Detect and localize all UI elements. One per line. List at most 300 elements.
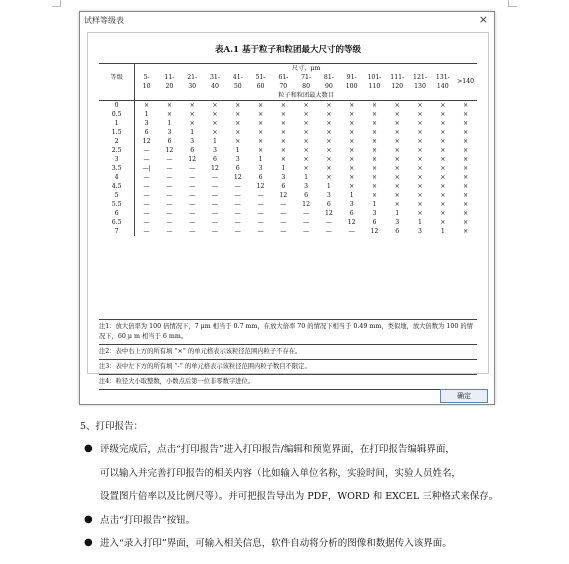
count-cell: × xyxy=(371,138,378,145)
count-cell: × xyxy=(440,156,446,163)
count-cell: 12 xyxy=(165,147,174,154)
table-title: 表A.1 基于粒子和粒团最大尺寸的等级 xyxy=(215,45,361,55)
count-cell: × xyxy=(371,192,378,199)
count-cell: × xyxy=(454,101,477,111)
count-cell: — xyxy=(166,228,173,235)
range-start-label: 101- xyxy=(367,73,382,81)
range-start-label: 71- xyxy=(301,73,312,81)
count-cell: 1 xyxy=(326,183,331,190)
count-cell: — xyxy=(143,201,150,208)
count-cell: × xyxy=(340,101,363,111)
range-end-label: 130 xyxy=(414,82,426,90)
count-cell: — xyxy=(166,201,173,208)
count-cell: 6 xyxy=(395,228,400,235)
grade-value: 6.5 xyxy=(99,218,135,227)
count-cell: × xyxy=(349,111,355,118)
count-cell: × xyxy=(349,174,355,181)
count-cell: × xyxy=(349,120,355,127)
count-cell: × xyxy=(462,165,469,172)
count-cell: × xyxy=(462,156,469,163)
count-cell: — xyxy=(303,219,310,226)
table-row xyxy=(99,200,477,209)
count-cell: × xyxy=(417,147,423,154)
count-cell: × xyxy=(257,129,264,136)
count-cell: × xyxy=(349,129,355,136)
count-cell: × xyxy=(371,111,378,118)
count-cell: — xyxy=(211,219,219,226)
count-cell: — xyxy=(234,183,241,190)
count-cell: × xyxy=(235,129,241,136)
grade-value: 3 xyxy=(99,155,135,164)
count-cell: × xyxy=(204,101,227,111)
count-cell: 3 xyxy=(213,147,217,154)
doc-line-4: 点击“打印报告”按钮。 xyxy=(100,515,196,526)
count-header: 粒子和粒团最大数目 xyxy=(278,91,334,99)
count-cell: — xyxy=(234,219,241,226)
range-end-label: 110 xyxy=(368,82,381,90)
count-cell: × xyxy=(440,129,446,136)
count-cell: × xyxy=(257,120,264,127)
count-cell: × xyxy=(303,138,309,145)
count-cell: — xyxy=(234,192,241,199)
grade-value: 1 xyxy=(99,119,135,128)
table-row xyxy=(99,182,477,191)
count-cell: × xyxy=(303,120,309,127)
corner-mark-left xyxy=(52,0,61,7)
range-start-label: 121- xyxy=(413,73,427,81)
count-cell: 6 xyxy=(349,210,354,217)
doc-line-2: 可以输入并完善打印报告的相关内容（比如输入单位名称，实验时间，实验人员姓名， xyxy=(100,468,462,479)
range-end-label: 50 xyxy=(233,82,242,90)
count-cell: 12 xyxy=(188,156,197,163)
count-cell: 1 xyxy=(395,210,400,217)
range-end-label: 90 xyxy=(324,82,333,90)
count-cell: × xyxy=(326,111,332,118)
count-cell: — xyxy=(211,210,219,217)
range-start-label: 21- xyxy=(187,73,198,81)
count-cell: × xyxy=(363,101,386,111)
count-cell: × xyxy=(394,201,400,208)
count-cell: — xyxy=(257,228,264,235)
count-cell: × xyxy=(349,147,355,154)
count-cell: × xyxy=(417,201,423,208)
count-cell: 1 xyxy=(213,138,217,145)
count-cell: × xyxy=(272,101,295,111)
count-cell: — xyxy=(257,219,264,226)
count-cell: 12 xyxy=(302,201,311,208)
count-cell: × xyxy=(417,129,423,136)
count-cell: × xyxy=(462,111,469,118)
count-cell: × xyxy=(394,129,400,136)
count-cell: × xyxy=(326,138,332,145)
range-end-label: 10 xyxy=(142,82,151,90)
count-cell: × xyxy=(462,147,469,154)
count-cell: × xyxy=(303,147,309,154)
count-cell: × xyxy=(303,129,309,136)
count-cell: 6 xyxy=(258,174,263,181)
table-row xyxy=(99,173,477,182)
count-cell: × xyxy=(440,192,446,199)
count-cell: × xyxy=(135,101,158,111)
count-cell: × xyxy=(440,147,446,154)
table-row xyxy=(99,101,477,111)
grade-value: 2 xyxy=(99,137,135,146)
range-start-label: 31- xyxy=(209,73,220,81)
count-cell: — xyxy=(143,210,150,217)
count-cell: × xyxy=(394,165,400,172)
count-cell: — xyxy=(303,228,310,235)
dialog-content xyxy=(87,32,489,385)
count-cell: × xyxy=(394,120,400,127)
range-end-label: 30 xyxy=(188,82,197,90)
count-cell: × xyxy=(371,147,378,154)
count-cell: 12 xyxy=(256,183,265,190)
count-cell: × xyxy=(462,219,469,226)
close-icon[interactable]: × xyxy=(478,13,488,26)
note-2: 注2：表中右上方的所有填 “×” 的单元格表示该粒径范围内粒子不存在。 xyxy=(99,345,477,360)
count-cell: × xyxy=(462,174,469,181)
ok-button[interactable]: 确定 xyxy=(440,389,488,403)
count-cell: × xyxy=(326,156,332,163)
count-cell: × xyxy=(189,111,195,118)
count-cell: × xyxy=(417,120,423,127)
table-row xyxy=(99,137,477,146)
count-cell: × xyxy=(280,138,286,145)
count-cell: 6 xyxy=(190,147,195,154)
count-cell: × xyxy=(249,101,272,111)
count-cell: × xyxy=(386,101,409,111)
count-cell: — xyxy=(166,210,173,217)
count-cell: × xyxy=(394,156,400,163)
range-start-label: 91- xyxy=(346,73,357,81)
range-start-label: 111- xyxy=(390,73,405,81)
count-cell: 6 xyxy=(213,156,217,163)
grade-value: 4.5 xyxy=(99,182,135,191)
range-end-label: 70 xyxy=(279,82,288,90)
count-cell: × xyxy=(394,183,400,190)
count-cell: — xyxy=(143,219,150,226)
table-row xyxy=(99,164,477,173)
count-cell: 6 xyxy=(326,201,331,208)
count-cell: × xyxy=(371,156,378,163)
count-cell: × xyxy=(440,165,446,172)
table-row xyxy=(99,119,477,128)
count-cell: 1 xyxy=(418,219,422,226)
count-cell: 3 xyxy=(281,174,286,181)
count-cell: × xyxy=(440,111,446,118)
count-cell: — xyxy=(211,192,219,199)
count-cell: × xyxy=(417,192,423,199)
count-cell: × xyxy=(417,138,423,145)
count-cell: × xyxy=(326,120,332,127)
grade-value: 0.5 xyxy=(99,110,135,119)
count-cell: — xyxy=(303,210,310,217)
header-row-ranges xyxy=(99,73,477,82)
count-cell: × xyxy=(394,192,400,199)
count-cell: 1 xyxy=(190,129,195,136)
count-cell: × xyxy=(158,101,181,111)
count-cell: — xyxy=(257,210,264,217)
count-cell: — xyxy=(143,147,150,154)
count-cell: — xyxy=(166,192,173,199)
count-cell: 3 xyxy=(326,192,331,199)
count-cell: × xyxy=(303,111,309,118)
count-cell: × xyxy=(280,111,286,118)
grade-value: 2.5 xyxy=(99,146,135,155)
count-cell: — xyxy=(234,210,241,217)
count-cell: —| xyxy=(142,165,151,172)
count-cell: × xyxy=(417,165,423,172)
grade-table xyxy=(99,63,477,236)
count-cell: — xyxy=(280,219,287,226)
count-cell: × xyxy=(280,129,286,136)
count-cell: 1 xyxy=(372,201,377,208)
range-end-label: 140 xyxy=(436,82,449,90)
count-cell: — xyxy=(189,183,196,190)
count-cell: × xyxy=(431,101,454,111)
notes-section xyxy=(99,319,477,390)
count-cell: × xyxy=(317,101,340,111)
range-start-label: 131- xyxy=(435,73,450,81)
count-cell: × xyxy=(326,147,332,154)
count-cell: — xyxy=(189,210,196,217)
count-cell: × xyxy=(189,120,195,127)
range-start-label: 41- xyxy=(232,73,243,81)
count-cell: × xyxy=(440,174,446,181)
size-header: 尺寸，μm xyxy=(135,64,477,74)
count-cell: × xyxy=(440,219,446,226)
page-corner-marks xyxy=(0,0,569,6)
count-cell: 3 xyxy=(190,138,195,145)
count-cell: × xyxy=(462,183,469,190)
dialog-title: 试样等级表 xyxy=(84,16,124,25)
count-cell: 6 xyxy=(167,138,172,145)
table-row xyxy=(99,128,477,137)
count-cell: 12 xyxy=(370,228,379,235)
count-cell: — xyxy=(280,210,287,217)
count-cell: 6 xyxy=(235,165,240,172)
count-cell: — xyxy=(280,228,287,235)
count-cell: × xyxy=(280,147,286,154)
count-cell: × xyxy=(417,183,423,190)
count-cell: × xyxy=(462,129,469,136)
count-cell: 3 xyxy=(395,219,400,226)
count-cell: × xyxy=(349,138,355,145)
count-cell: — xyxy=(189,192,196,199)
count-cell: — xyxy=(211,201,219,208)
count-cell: × xyxy=(394,147,400,154)
count-cell: — xyxy=(166,165,173,172)
count-cell: — xyxy=(166,219,173,226)
grade-value: 7 xyxy=(99,227,135,236)
count-cell: 1 xyxy=(349,192,354,199)
grade-value: 4 xyxy=(99,173,135,182)
count-cell: — xyxy=(189,174,196,181)
count-cell: 1 xyxy=(258,156,263,163)
range-end-label: 60 xyxy=(256,82,265,90)
count-cell: × xyxy=(417,156,423,163)
count-cell: 12 xyxy=(142,138,151,145)
range-end-label: 120 xyxy=(391,82,404,90)
table-row xyxy=(99,209,477,218)
count-cell: × xyxy=(440,201,446,208)
grade-value: 3.5 xyxy=(99,164,135,173)
count-cell: × xyxy=(257,138,264,145)
count-cell: 3 xyxy=(258,165,263,172)
count-cell: 3 xyxy=(418,228,422,235)
count-cell: — xyxy=(166,156,173,163)
count-cell: × xyxy=(280,120,286,127)
doc-line-3: 设置图片倍率以及比例尺等）。并可把报告导出为 PDF，WORD 和 EXCEL 三种格式来保存。 xyxy=(100,491,499,502)
count-cell: — xyxy=(143,156,150,163)
count-cell: × xyxy=(462,210,469,217)
count-cell: — xyxy=(348,228,355,235)
count-cell: 3 xyxy=(349,201,354,208)
count-cell: × xyxy=(394,138,400,145)
count-cell: — xyxy=(211,174,219,181)
count-cell: × xyxy=(440,183,446,190)
range-start-label: 81- xyxy=(323,73,334,81)
count-cell: × xyxy=(417,111,423,118)
count-cell: — xyxy=(143,228,150,235)
count-cell: × xyxy=(349,165,355,172)
table-row xyxy=(99,155,477,164)
count-cell: — xyxy=(189,165,196,172)
table-row xyxy=(99,227,477,236)
count-cell: × xyxy=(349,156,355,163)
range-start-label: 61- xyxy=(278,73,289,81)
count-cell: 3 xyxy=(304,183,309,190)
count-cell: × xyxy=(212,129,218,136)
header-row-size xyxy=(99,64,477,74)
range-end-label: 40 xyxy=(211,82,219,90)
grade-value: 5 xyxy=(99,191,135,200)
count-cell: 1 xyxy=(440,228,445,235)
count-cell: × xyxy=(212,111,218,118)
table-row xyxy=(99,110,477,119)
count-cell: × xyxy=(235,120,241,127)
range-last-label: >140 xyxy=(457,78,475,85)
header-row-count xyxy=(99,91,477,101)
count-cell: 1 xyxy=(167,120,172,127)
grade-table-dialog xyxy=(79,11,495,405)
count-cell: × xyxy=(166,111,172,118)
note-3: 注3：表中左下方的所有填 “-” 的单元格表示该粒径范围内粒子数目不限定。 xyxy=(99,360,477,375)
count-cell: — xyxy=(143,183,150,190)
note-1: 注1：放大倍率为 100 倍情况下，7 μm 相当于 0.7 mm，在放大倍率 70 的情况下相当于 0.49 mm，类似地，放大倍数为 100 的情况下，60 μ m 相当于 6 mm。 xyxy=(99,320,477,345)
count-cell: — xyxy=(257,192,264,199)
table-row xyxy=(99,191,477,200)
count-cell: — xyxy=(325,228,332,235)
count-cell: — xyxy=(189,219,196,226)
count-cell: × xyxy=(371,120,378,127)
count-cell: 6 xyxy=(304,192,309,199)
count-cell: × xyxy=(440,138,446,145)
count-cell: 12 xyxy=(324,210,333,217)
count-cell: × xyxy=(235,111,241,118)
section-heading: 5、打印报告： xyxy=(80,421,144,432)
bullet-icon: ● xyxy=(84,514,93,525)
count-cell: — xyxy=(280,201,287,208)
range-start-label: 5- xyxy=(143,73,150,81)
count-cell: — xyxy=(166,183,173,190)
count-cell: — xyxy=(325,219,332,226)
count-cell: 6 xyxy=(372,219,377,226)
range-start-label: 51- xyxy=(255,73,266,81)
bullet-icon: ● xyxy=(84,537,93,548)
count-cell: 12 xyxy=(233,174,242,181)
count-cell: × xyxy=(349,183,355,190)
count-cell: × xyxy=(326,165,332,172)
count-cell: × xyxy=(257,147,264,154)
header-row-ranges-end xyxy=(99,82,477,91)
count-cell: — xyxy=(166,174,173,181)
count-cell: 12 xyxy=(211,165,219,172)
grade-value: 0 xyxy=(99,101,135,111)
note-4: 注4：粒径大小取整数，小数点后第一位非零数字进位。 xyxy=(99,375,477,390)
count-cell: × xyxy=(235,138,241,145)
table-row xyxy=(99,218,477,227)
count-cell: × xyxy=(394,174,400,181)
count-cell: 12 xyxy=(279,192,288,199)
count-cell: × xyxy=(371,174,378,181)
grade-value: 6 xyxy=(99,209,135,218)
count-cell: 3 xyxy=(144,120,149,127)
count-cell: × xyxy=(371,129,378,136)
count-cell: 1 xyxy=(281,165,286,172)
count-cell: × xyxy=(181,101,204,111)
doc-line-5: 进入“录入打印”界面，可输入相关信息，软件自动将分析的图像和数据传入该界面。 xyxy=(100,538,452,549)
count-cell: × xyxy=(462,138,469,145)
count-cell: × xyxy=(440,210,446,217)
count-cell: 3 xyxy=(167,129,172,136)
count-cell: × xyxy=(295,101,318,111)
count-cell: — xyxy=(211,228,219,235)
count-cell: × xyxy=(257,111,264,118)
count-cell: × xyxy=(371,165,378,172)
range-end-label: 80 xyxy=(302,82,311,90)
count-cell: × xyxy=(417,174,423,181)
count-cell: 3 xyxy=(372,210,377,217)
grade-value: 5.5 xyxy=(99,200,135,209)
range-end-label: 100 xyxy=(345,82,358,90)
count-cell: 1 xyxy=(304,174,309,181)
count-cell: × xyxy=(303,165,309,172)
table-row xyxy=(99,146,477,155)
count-cell: — xyxy=(143,174,150,181)
grade-table-body xyxy=(99,101,477,237)
bullet-icon: ● xyxy=(84,443,93,454)
count-cell: — xyxy=(143,192,150,199)
count-cell: 1 xyxy=(144,111,149,118)
grade-header: 等级 xyxy=(99,64,135,92)
doc-line-1: 评级完成后，点击“打印报告”进入打印报告/编辑和预览界面，在打印报告编辑界面， xyxy=(100,444,455,455)
count-cell: × xyxy=(212,120,218,127)
count-cell: 6 xyxy=(144,129,149,136)
count-cell: 1 xyxy=(235,147,240,154)
count-cell: × xyxy=(462,201,469,208)
count-cell: × xyxy=(417,210,423,217)
count-cell: × xyxy=(462,120,469,127)
count-cell: × xyxy=(371,183,378,190)
count-cell: 6 xyxy=(281,183,286,190)
count-cell: × xyxy=(462,192,469,199)
count-cell: × xyxy=(303,156,309,163)
count-cell: — xyxy=(234,228,241,235)
count-cell: — xyxy=(189,228,196,235)
corner-mark-right xyxy=(508,0,517,7)
count-cell: 12 xyxy=(347,219,356,226)
